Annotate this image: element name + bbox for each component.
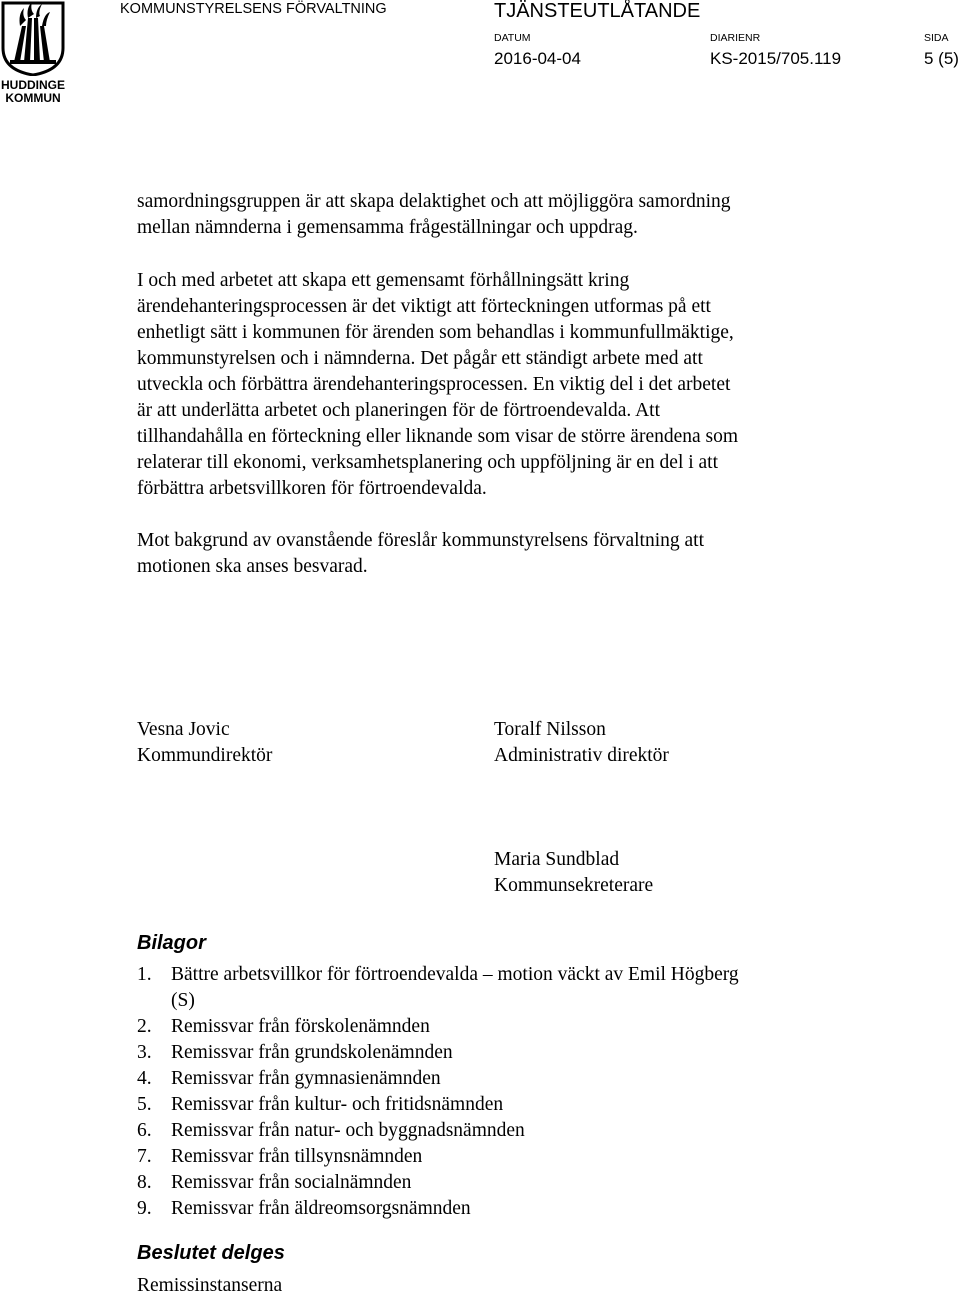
paragraph-2: [137, 268, 837, 502]
coat-of-arms-icon: [0, 0, 66, 76]
list-item-number: 6.: [137, 1120, 152, 1141]
signature-block-2: [494, 717, 669, 769]
signatory-title: Kommundirektör: [137, 745, 273, 766]
signatory-name: Maria Sundblad: [494, 849, 620, 870]
signatory-name: Toralf Nilsson: [494, 719, 606, 740]
distribution-recipient: [137, 1273, 282, 1299]
list-item: [137, 1014, 739, 1040]
list-item: [137, 1092, 739, 1118]
text-line: Mot bakgrund av ovanstående föreslår kommunstyrelsens förvaltning att: [137, 530, 704, 551]
signature-block-3: [494, 847, 653, 899]
text-line: samordningsgruppen är att skapa delaktighet och att möjliggöra samordning: [137, 191, 731, 212]
list-item-text-continued: (S): [171, 990, 195, 1011]
list-item-number: 8.: [137, 1172, 152, 1193]
text-line: enhetligt sätt i kommunen för ärenden som behandlas i kommunfullmäktige,: [137, 322, 734, 343]
list-item-number: 3.: [137, 1042, 152, 1063]
signatory-name: Vesna Jovic: [137, 719, 230, 740]
list-item-number: 7.: [137, 1146, 152, 1167]
list-item: [137, 1144, 739, 1170]
document-type: TJÄNSTEUTLÅTANDE: [494, 0, 701, 22]
list-item: [137, 1066, 739, 1092]
list-item-text: Remissvar från natur- och byggnadsnämnden: [171, 1120, 525, 1141]
logo-text-line-2: KOMMUN: [5, 91, 61, 105]
date-label: DATUM: [494, 32, 531, 44]
signatory-title: Administrativ direktör: [494, 745, 669, 766]
list-item-number: 5.: [137, 1094, 152, 1115]
list-item-text: Remissvar från grundskolenämnden: [171, 1042, 453, 1063]
list-item: [137, 1196, 739, 1222]
paragraph-3: [137, 528, 837, 580]
text-line: tillhandahålla en förteckning eller liknande som visar de större ärendena som: [137, 426, 739, 447]
list-item: [137, 962, 739, 1014]
reference-value: KS-2015/705.119: [710, 49, 842, 68]
list-item-text: Remissvar från socialnämnden: [171, 1172, 412, 1193]
page-value: 5 (5): [924, 49, 959, 68]
list-item-text: Remissvar från förskolenämnden: [171, 1016, 430, 1037]
recipient-text: Remissinstanserna: [137, 1275, 283, 1296]
list-item: [137, 1040, 739, 1066]
text-line: förbättra arbetsvillkoren för förtroendevalda.: [137, 478, 487, 499]
list-item-text: Remissvar från gymnasienämnden: [171, 1068, 441, 1089]
text-line: utveckla och förbättra ärendehanteringsprocessen. En viktig del i det arbetet: [137, 374, 731, 395]
signature-block-1: [137, 717, 272, 769]
list-item-number: 1.: [137, 964, 152, 985]
text-line: motionen ska anses besvarad.: [137, 556, 368, 577]
list-item-text: Bättre arbetsvillkor för förtroendevalda – motion väckt av Emil Högberg: [171, 964, 739, 985]
date-value: 2016-04-04: [494, 49, 581, 68]
list-item-text: Remissvar från kultur- och fritidsnämnden: [171, 1094, 504, 1115]
list-item-number: 4.: [137, 1068, 152, 1089]
attachments-heading: Bilagor: [137, 932, 206, 954]
text-line: kommunstyrelsen och i nämnderna. Det pågår ett ständigt arbete med att: [137, 348, 703, 369]
list-item-text: Remissvar från äldreomsorgsnämnden: [171, 1198, 471, 1219]
paragraph-1: [137, 189, 837, 241]
list-item-text: Remissvar från tillsynsnämnden: [171, 1146, 423, 1167]
text-line: relaterar till ekonomi, verksamhetsplanering och uppföljning är en del i att: [137, 452, 719, 473]
signatory-title: Kommunsekreterare: [494, 875, 654, 896]
logo-text-line-1: HUDDINGE: [0, 78, 65, 92]
distribution-heading: Beslutet delges: [137, 1242, 285, 1264]
text-line: ärendehanteringsprocessen är det viktigt att förteckningen utformas på ett: [137, 296, 711, 317]
list-item: [137, 1170, 739, 1196]
list-item-number: 9.: [137, 1198, 152, 1219]
huddinge-kommun-logo: [0, 0, 66, 108]
page-label: SIDA: [924, 32, 949, 44]
attachments-list: [137, 962, 739, 1222]
text-line: är att underlätta arbetet och planeringen för de förtroendevalda. Att: [137, 400, 661, 421]
reference-label: DIARIENR: [710, 32, 761, 44]
text-line: I och med arbetet att skapa ett gemensamt förhållningsätt kring: [137, 270, 630, 291]
list-item-number: 2.: [137, 1016, 152, 1037]
organization-name: KOMMUNSTYRELSENS FÖRVALTNING: [120, 1, 387, 17]
list-item: [137, 1118, 739, 1144]
text-line: mellan nämnderna i gemensamma frågeställningar och uppdrag.: [137, 217, 638, 238]
